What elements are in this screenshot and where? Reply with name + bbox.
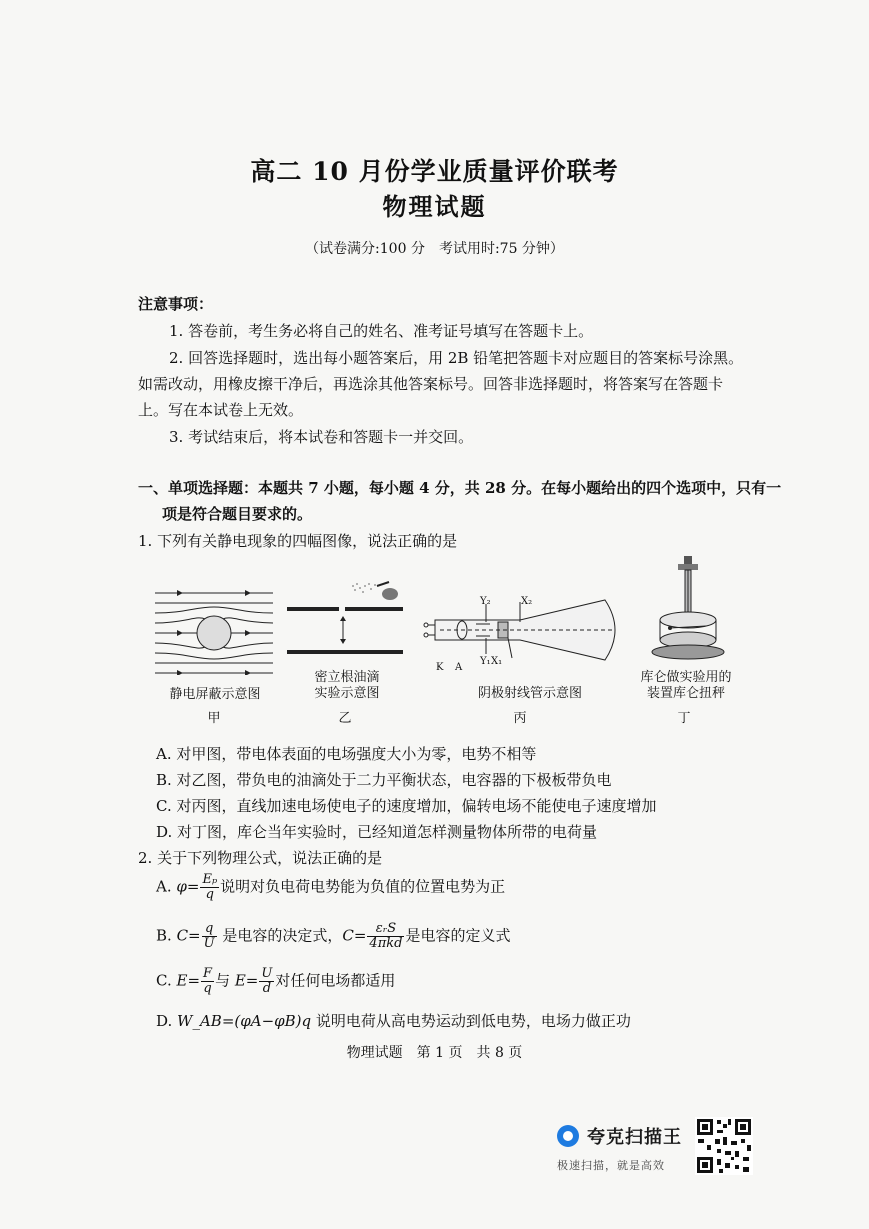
option-b-numerator-1: q [202,922,217,937]
option-c-numerator-1: F [203,966,213,981]
exam-title: 高二 10 月份学业质量评价联考 [250,157,619,186]
figure-jia-caption: 静电屏蔽示意图 [169,687,261,702]
question-2-option-a [156,873,505,902]
notice-item-3: 3. 考试结束后，将本试卷和答题卡一并交回。 [169,428,474,446]
option-b-fraction-2 [367,922,404,951]
option-c-mid: 与 [215,971,235,990]
plate-y2-mark: Y₂ [480,596,491,607]
anode-a-mark: A [455,662,463,673]
exam-info: （试卷满分:100 分 考试用时:75 分钟） [305,241,564,257]
option-b-prefix: B. [156,926,172,945]
option-c-fraction-1 [201,967,214,996]
question-2-option-b [156,922,510,951]
figure-yi-caption-line-1: 密立根油滴 [314,670,380,685]
option-c-fraction-2 [259,967,274,996]
figure-ding-caption-line-2: 装置库仑扭秤 [646,686,725,701]
option-a-denominator: q [205,887,214,902]
question-1-stem: 1. 下列有关静电现象的四幅图像，说法正确的是 [138,532,458,550]
question-2-option-d [156,1010,631,1031]
figure-ding-label: 丁 [677,711,691,726]
figure-ding-caption-line-1: 库仑做实验用的 [640,670,732,685]
notice-item-2-line-2: 如需改动，用橡皮擦干净后，再选涂其他答案标号。回答非选择题时，将答案写在答题卡 [138,375,724,393]
figure-jia-label: 甲 [207,711,221,726]
section-1-heading: 一、单项选择题：本题共 7 小题，每小题 4 分，共 28 分。在每小题给出的四个选项中，只有一 [138,479,782,497]
question-1-option-d: D. 对丁图，库仑当年实验时，已经知道怎样测量物体所带的电荷量 [156,823,598,841]
electrostatic-shielding-figure [155,585,273,675]
option-d-prefix: D. [156,1012,173,1030]
option-c-lhs-1: E= [176,971,201,990]
option-b-fraction-1 [202,922,217,951]
option-c-text: 对任何电场都适用 [275,971,396,990]
figure-bing-label: 丙 [513,711,527,726]
plate-x2-mark: X₂ [521,596,533,607]
option-c-prefix: C. [156,971,172,990]
quark-logo-icon [557,1125,579,1147]
option-a-lhs: φ= [176,877,200,896]
option-a-fraction [200,873,219,902]
coulomb-torsion-balance-figure [648,554,728,662]
option-d-text: 说明电荷从高电势运动到低电势，电场力做正功 [311,1012,631,1030]
option-b-denominator-2: 4πkd [369,936,403,951]
question-2-option-c [156,967,395,996]
option-c-denominator-1: q [203,981,212,996]
option-b-denominator-1: U [203,936,215,951]
scanner-watermark [557,1121,692,1181]
option-b-lhs-2: C= [342,926,367,945]
option-c-lhs-2: E= [234,971,259,990]
notice-heading: 注意事项： [138,295,214,313]
question-1-option-c: C. 对丙图，直线加速电场使电子的速度增加，偏转电场不能使电子速度增加 [156,797,657,815]
cathode-k-mark: K [436,662,444,673]
option-d-formula: W_AB=(φA−φB)q [177,1012,312,1030]
plate-x1-mark: X₁ [491,656,503,667]
option-a-prefix: A. [156,877,172,896]
option-b-mid: 是电容的决定式， [217,926,343,945]
notice-item-2-line-1: 2. 回答选择题时，选出每小题答案后，用 2B 铅笔把答题卡对应题目的答案标号涂黑。 [169,349,744,367]
notice-item-2-line-3: 上。写在本试卷上无效。 [138,401,304,419]
question-1-option-a: A. 对甲图，带电体表面的电场强度大小为零，电势不相等 [156,745,537,763]
notice-item-1: 1. 答卷前，考生务必将自己的姓名、准考证号填写在答题卡上。 [169,322,594,340]
option-c-numerator-2: U [261,966,273,981]
option-b-text: 是电容的定义式 [405,926,511,945]
figure-yi-label: 乙 [338,711,352,726]
option-a-numerator: Eₚ [202,872,218,887]
option-b-lhs-1: C= [176,926,201,945]
plate-y1-mark: Y₁ [480,656,491,667]
section-1-heading-cont: 项是符合题目要求的。 [162,505,313,523]
figure-yi-caption-line-2: 实验示意图 [314,686,380,701]
question-2-stem: 2. 关于下列物理公式，说法正确的是 [138,849,383,867]
millikan-oil-drop-figure [285,572,405,662]
qr-code-icon [695,1117,753,1175]
subject-title: 物理试题 [382,192,487,221]
watermark-slogan: 极速扫描，就是高效 [557,1159,665,1172]
option-a-text: 说明对负电荷电势能为负值的位置电势为正 [220,877,506,896]
option-b-numerator-2: εᵣS [367,922,404,937]
page-footer: 物理试题 第 1 页 共 8 页 [346,1045,523,1061]
option-c-denominator-2: d [262,981,272,996]
figure-bing-caption: 阴极射线管示意图 [477,686,582,701]
question-1-option-b: B. 对乙图，带负电的油滴处于二力平衡状态，电容器的下极板带负电 [156,771,612,789]
watermark-brand: 夸克扫描王 [587,1127,682,1148]
